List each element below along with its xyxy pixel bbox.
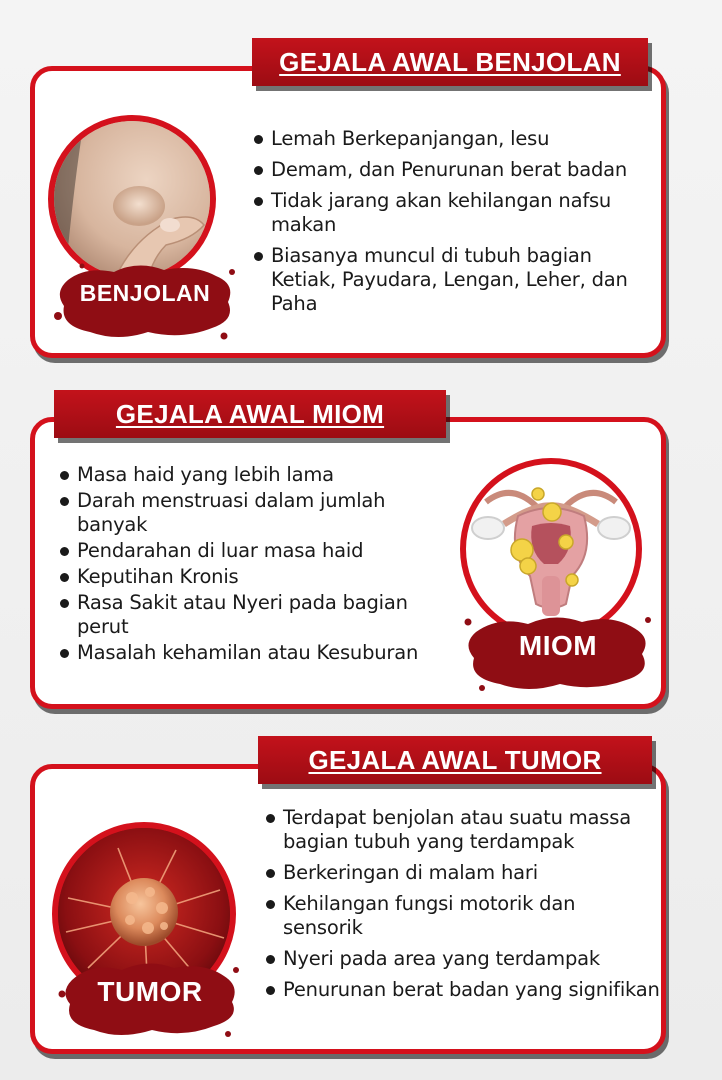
list-item: Biasanya muncul di tubuh bagian Ketiak, Payudara, Lengan, Leher, dan Paha: [254, 244, 654, 316]
list-item: Lemah Berkepanjangan, lesu: [254, 127, 654, 151]
list-item: Nyeri pada area yang terdampak: [266, 947, 660, 971]
benjolan-badge-label: BENJOLAN: [79, 280, 211, 306]
list-item: Penurunan berat badan yang signifikan: [266, 978, 660, 1002]
list-item: Rasa Sakit atau Nyeri pada bagian perut: [60, 591, 446, 639]
miom-title: GEJALA AWAL MIOM: [115, 398, 385, 429]
tumor-title: GEJALA AWAL TUMOR: [308, 744, 602, 775]
list-item: Berkeringan di malam hari: [266, 861, 660, 885]
list-item: Masa haid yang lebih lama: [60, 463, 446, 487]
list-item: Demam, dan Penurunan berat badan: [254, 158, 654, 182]
list-item: Masalah kehamilan atau Kesuburan: [60, 641, 446, 665]
list-item: Tidak jarang akan kehilangan nafsu makan: [254, 189, 654, 237]
list-item: Keputihan Kronis: [60, 565, 446, 589]
tumor-symptom-list: [266, 806, 660, 1002]
list-item: Kehilangan fungsi motorik dan sensorik: [266, 892, 660, 940]
miom-title-banner: [54, 390, 446, 438]
tumor-title-banner: [258, 736, 652, 784]
list-item: Darah menstruasi dalam jumlah banyak: [60, 489, 446, 537]
benjolan-title: GEJALA AWAL BENJOLAN: [279, 46, 621, 77]
miom-badge-label: MIOM: [518, 630, 598, 661]
benjolan-symptom-list: [254, 127, 654, 316]
benjolan-title-banner: [252, 38, 648, 86]
list-item: Pendarahan di luar masa haid: [60, 539, 446, 563]
miom-symptom-list: [60, 463, 446, 665]
list-item: Terdapat benjolan atau suatu massa bagian tubuh yang terdampak: [266, 806, 660, 854]
tumor-badge-label: TUMOR: [97, 976, 203, 1007]
